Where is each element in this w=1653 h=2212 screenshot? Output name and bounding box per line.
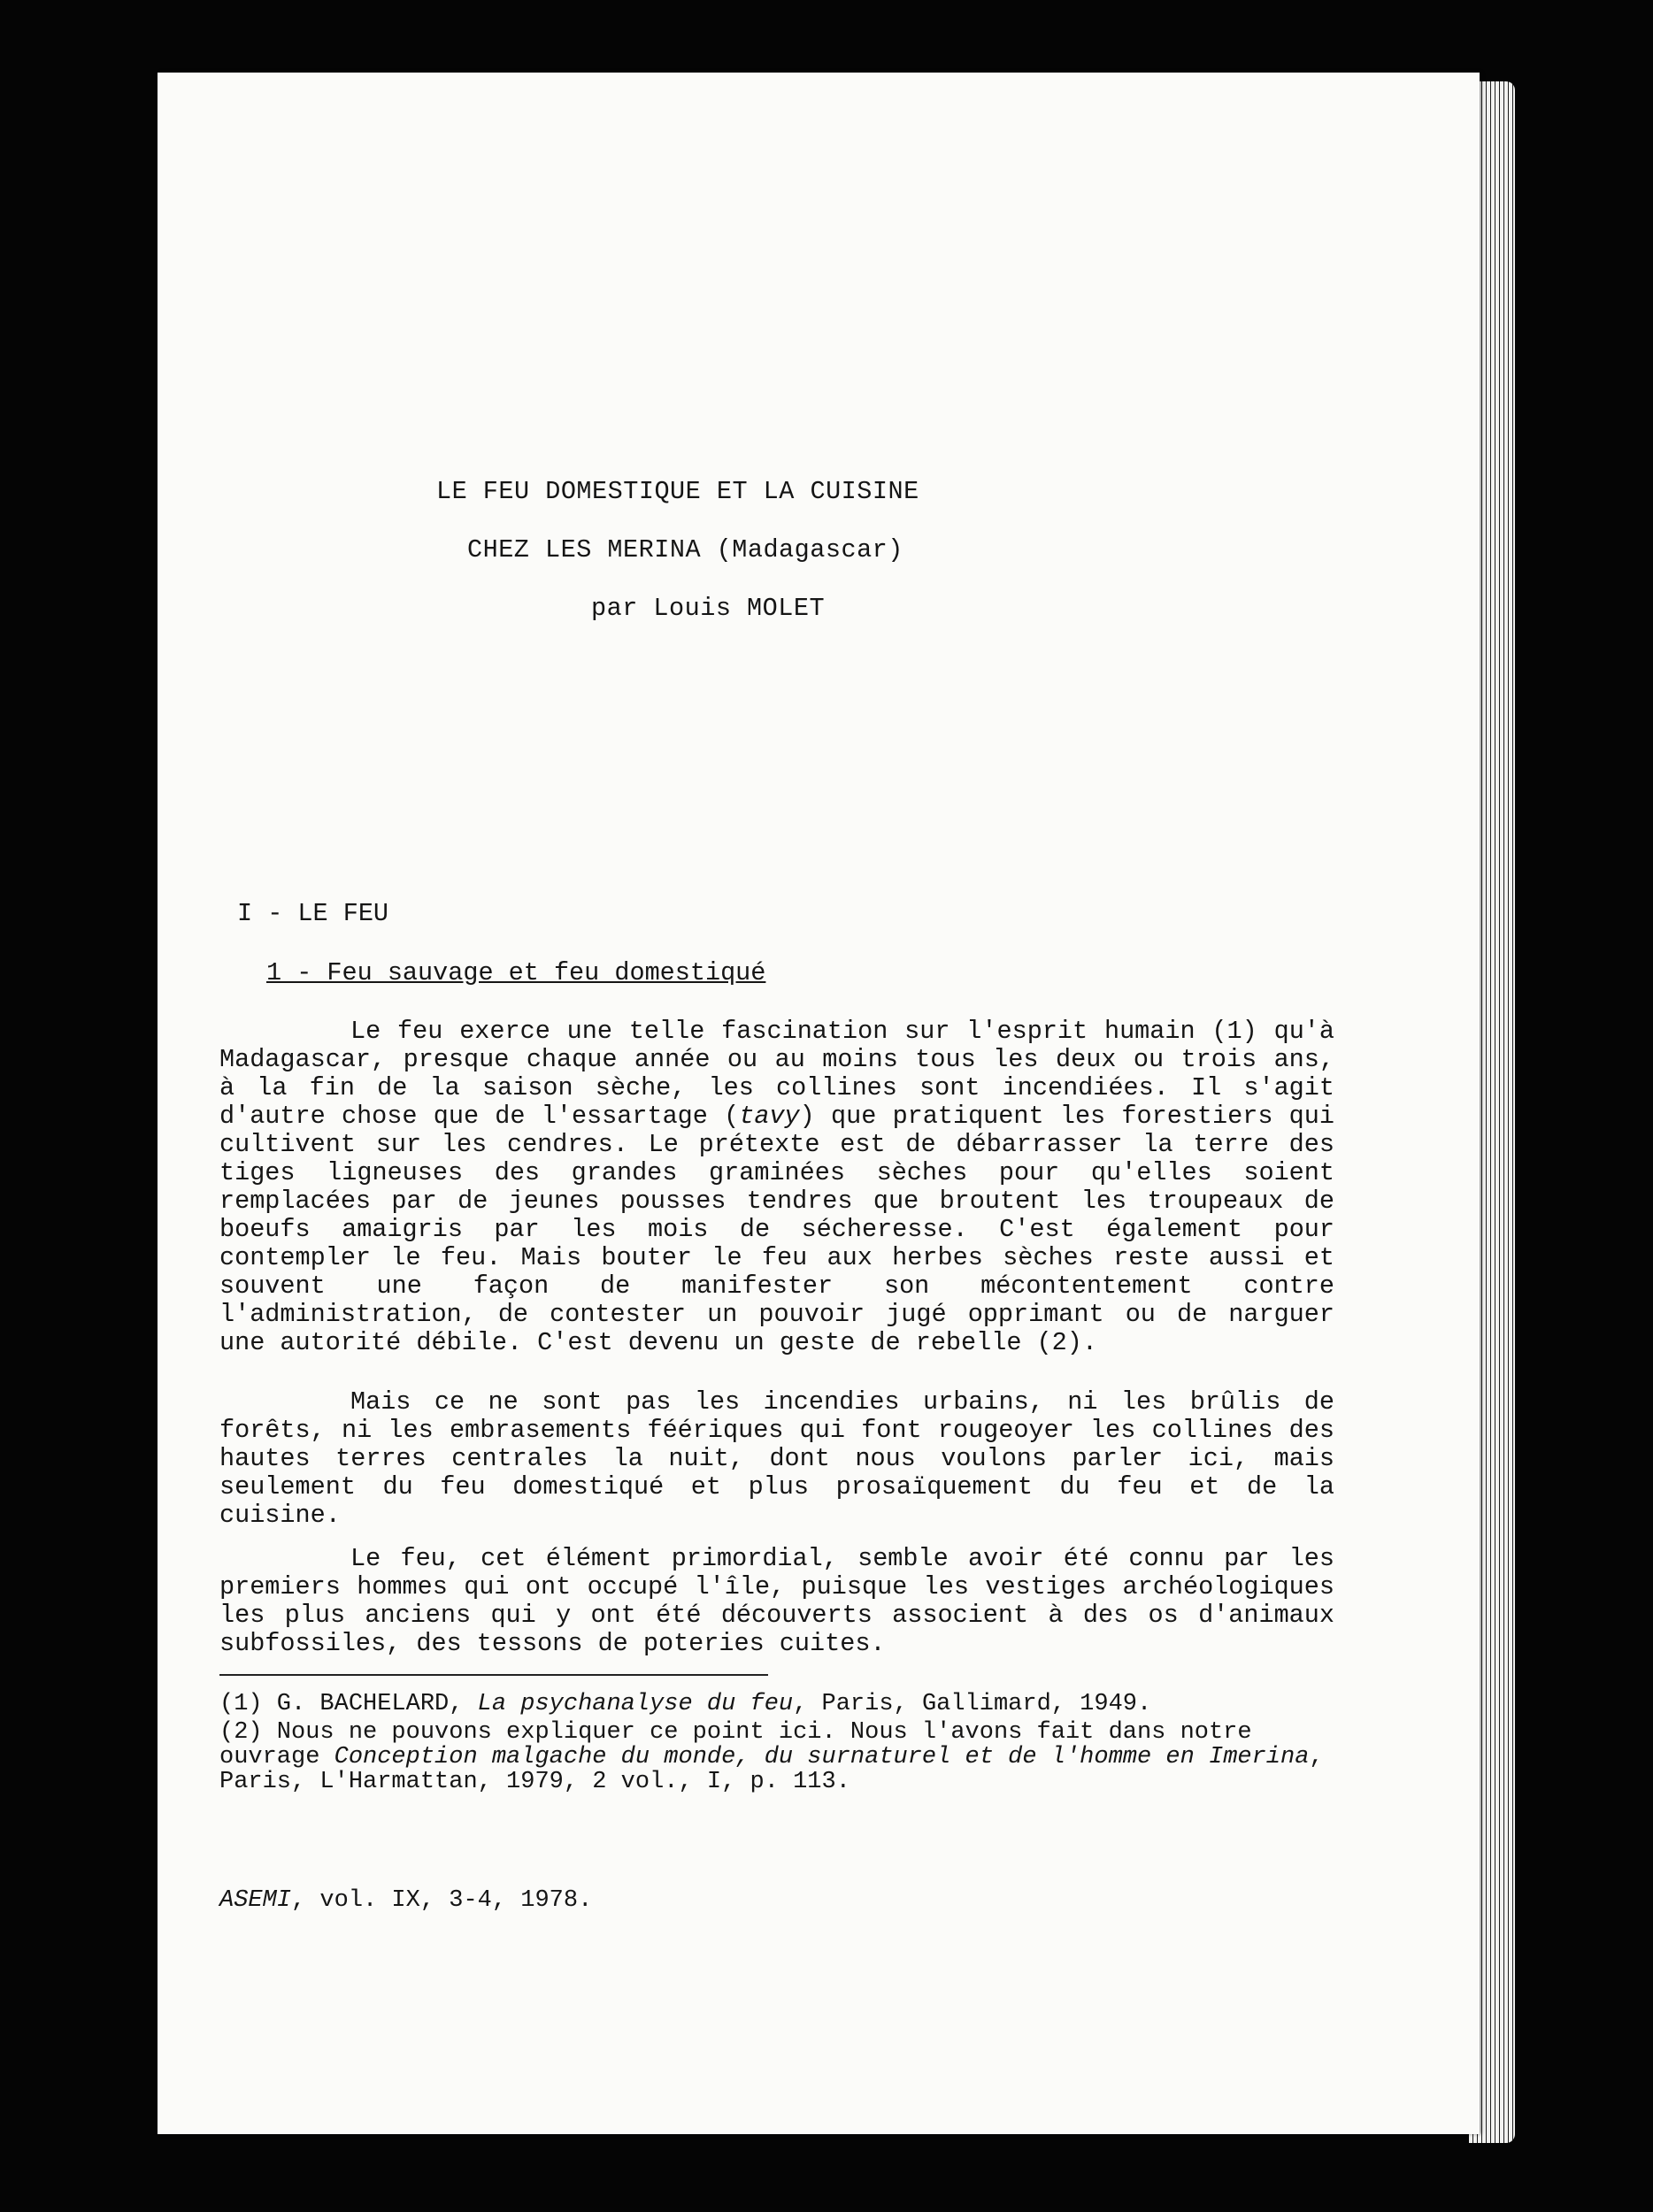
paragraph-1	[219, 1018, 1334, 1357]
article-author: par Louis MOLET	[591, 594, 826, 623]
paragraph-1-term-tavy: tavy	[739, 1102, 800, 1131]
footnote-divider	[219, 1674, 768, 1676]
footnote-2-book-title: Conception malgache du monde, du surnaturel et de l'homme en Imerina	[334, 1744, 1310, 1770]
subsection-heading: 1 - Feu sauvage et feu domestiqué	[266, 958, 766, 987]
journal-name: ASEMI	[219, 1887, 292, 1914]
article-title-line-1: LE FEU DOMESTIQUE ET LA CUISINE	[436, 477, 919, 506]
paragraph-1-text-c: ) que pratiquent les forestiers qui cultivent sur les cendres. Le prétexte est de débarrasser la terre des tiges ligneuses des grandes graminées sèches pour qu'elles soient remplacées par de jeunes pousses tendres que broutent les troupeaux de boeufs amaigris par les mois de sécheresse. C'est également pour contempler le feu. Mais bouter le feu aux herbes sèches reste aussi et souvent une façon de manifester son mécontentement contre l'administration, de contester un pouvoir jugé opprimant ou de narguer une autorité débile. C'est devenu un geste de rebelle (2).	[219, 1102, 1334, 1357]
paragraph-1-text-a: Le feu exerce une telle fascination sur l'esprit humain (1) qu'à Madagascar, presque chaque année ou au moins tous les deux ou trois ans, à la fin de la saison sèche, les collines sont incendiées. Il s'agit d'autre chose que de l'essartage (	[219, 1017, 1334, 1131]
article-title-line-2: CHEZ LES MERINA (Madagascar)	[467, 535, 903, 565]
footnote-2-text-c: , Paris, L'Harmattan, 1979, 2 vol., I, p. 113.	[219, 1744, 1324, 1795]
document-page	[158, 73, 1480, 2134]
footnote-2-text-a: (2) Nous ne pouvons expliquer ce point ici. Nous l'avons fait dans notre ouvrage	[219, 1719, 1252, 1770]
journal-citation	[219, 1886, 592, 1915]
footnote-1-text-a: (1) G. BACHELARD,	[219, 1691, 478, 1717]
footnote-1-book-title: La psychanalyse du feu	[477, 1691, 794, 1717]
paragraph-2: Mais ce ne sont pas les incendies urbains, ni les brûlis de forêts, ni les embrasements féériques qui font rougeoyer les collines des hautes terres centrales la nuit, dont nous voulons parler ici, mais seulement du feu domestiqué et plus prosaïquement du feu et de la cuisine.	[219, 1387, 1334, 1530]
footnote-1-text-c: , Paris, Gallimard, 1949.	[793, 1691, 1152, 1717]
footnote-2	[219, 1720, 1334, 1794]
footnote-1	[219, 1692, 1334, 1717]
paragraph-3: Le feu, cet élément primordial, semble avoir été connu par les premiers hommes qui ont occupé l'île, puisque les vestiges archéologiques les plus anciens qui y ont été découverts associent à des os d'animaux subfossiles, des tessons de poteries cuites.	[219, 1544, 1334, 1658]
section-heading: I - LE FEU	[237, 899, 389, 928]
journal-volume: , vol. IX, 3-4, 1978.	[291, 1887, 593, 1914]
